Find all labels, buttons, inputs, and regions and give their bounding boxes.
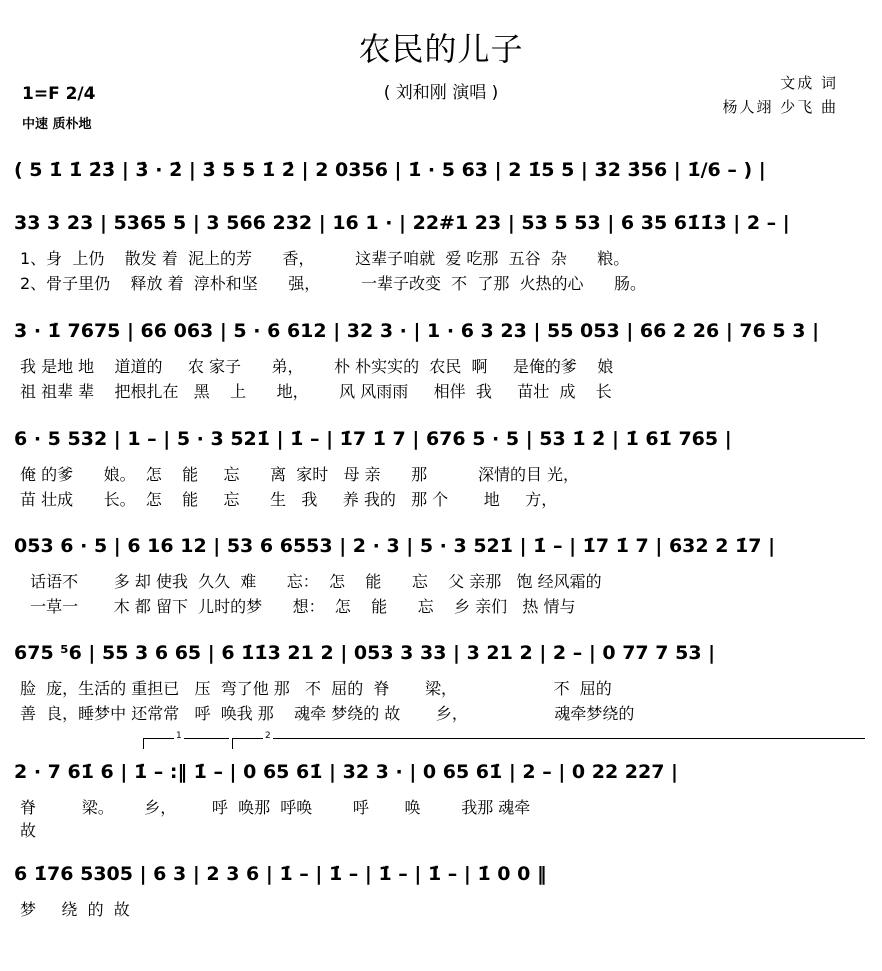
score-system-intro: [0, 150, 882, 190]
lyric-verse-2: 一草一 木 都 留下 儿时的梦 想： 怎 能 忘 乡 亲们 热 情与: [20, 597, 576, 616]
composer-credit: 杨人翊 少飞 曲: [722, 98, 838, 116]
score-system-2: [0, 311, 882, 401]
song-title: 农民的儿子: [358, 30, 524, 68]
score-system-6: [0, 731, 882, 842]
score-system-7: [0, 854, 882, 924]
notation-line: 3 · 1̇ 7675 | 66 063 | 5 · 6 612 | 32 3 · | 1 · 6 3 23 | 55 053 | 66 2 26 | 76 5 3 |: [14, 320, 820, 342]
lyric-verse-1: 我 是地 地 道道的 农 家子 弟， 朴 朴实实的 农民 啊 是俺的爹 娘: [20, 357, 614, 376]
lyric-verse-2: 故: [20, 821, 37, 840]
key-signature: 1=F 2/4: [22, 84, 96, 104]
tempo-marking: 中速 质朴地: [22, 117, 92, 132]
notation-line: 2 · 7 61̇ 6 | 1̇ – :‖ 1̇ – | 0 65 61̇ | 32 3 · | 0 65 61̇ | 2 – | 0 22 227 |: [14, 761, 678, 783]
lyric-verse-1: 俺 的爹 娘。 怎 能 忘 离 家时 母 亲 那 深情的目 光，: [20, 465, 580, 484]
singer-credit: ( 刘和刚 演唱 ): [383, 83, 499, 103]
score-system-3: [0, 419, 882, 509]
score-system-4: [0, 526, 882, 616]
notation-line: 6 1̇76 5305 | 6 3 | 2 3 6 | 1̇ – | 1̇ – | 1̇ – | 1̇ – | 1̇ 0 0 ‖: [14, 863, 547, 885]
lyric-verse-2: 苗 壮成 长。 怎 能 忘 生 我 养 我的 那 个 地 方，: [20, 490, 558, 509]
volta-bracket-2: 2: [232, 738, 865, 749]
lyric-verse-1: 脸 庞，生活的 重担已 压 弯了他 那 不 屈的 脊 梁， 不 屈的: [20, 679, 612, 698]
lyric-verse-2: 2、骨子里仍 释放 着 淳朴和坚 强， 一辈子改变 不 了那 火热的心 肠。: [20, 274, 647, 293]
lyric-verse-2: 祖 祖辈 辈 把根扎在 黑 上 地， 风 风雨雨 相伴 我 苗壮 成 长: [20, 382, 612, 401]
lyric-verse-1: 话语不 多 却 使我 久久 难 忘： 怎 能 忘 父 亲那 饱 经风霜的: [20, 572, 602, 591]
notation-line: ( 5 1̇ 1̇ 2̇3̇ | 3̇ · 2̇ | 3̇ 5 5 1̇ 2̇ | 2 0356 | 1̇ · 5 63 | 2 1̇5 5 | 3̇2 3̇56 | 1̇/6 – ) |: [14, 159, 766, 181]
volta-bracket-1: 1: [143, 738, 229, 749]
score-system-1: [0, 203, 882, 293]
notation-line: 675 ⁵6 | 55 3 6 65 | 6 1̇1̇3 21 2 | 053 3 33 | 3 21 2 | 2 – | 0 77 7 53 |: [14, 642, 716, 664]
score-system-5: [0, 633, 882, 723]
notation-line: 33 3 23 | 5365 5 | 3 566 232 | 16 1 · | 22#1 23 | 53 5 53 | 6 35 61̇1̇3 | 2 – |: [14, 212, 790, 234]
lyric-verse-2: 善 良，睡梦中 还常常 呼 唤我 那 魂牵 梦绕的 故 乡， 魂牵梦绕的: [20, 704, 635, 723]
notation-line: 053 6 · 5 | 6 16 12 | 53 6 6553 | 2 · 3 | 5 · 3 521̇ | 1̇ – | 1̇7 1̇ 7 | 632 2 1̇7 |: [14, 535, 776, 557]
lyric-verse-1: 梦 绕 的 故: [20, 900, 130, 919]
lyric-verse-1: 1、身 上仍 散发 着 泥上的芳 香， 这辈子咱就 爱 吃那 五谷 杂 粮。: [20, 249, 630, 268]
lyricist-credit: 文成 词: [780, 74, 838, 92]
notation-line: 6 · 5 532 | 1 – | 5 · 3 521̇ | 1̇ – | 1̇7 1̇ 7 | 676 5 · 5 | 53 1̇ 2̇ | 1̇ 61̇ 765 |: [14, 428, 732, 450]
lyric-verse-1: 脊 梁。 乡， 呼 唤那 呼唤 呼 唤 我那 魂牵: [20, 798, 531, 817]
